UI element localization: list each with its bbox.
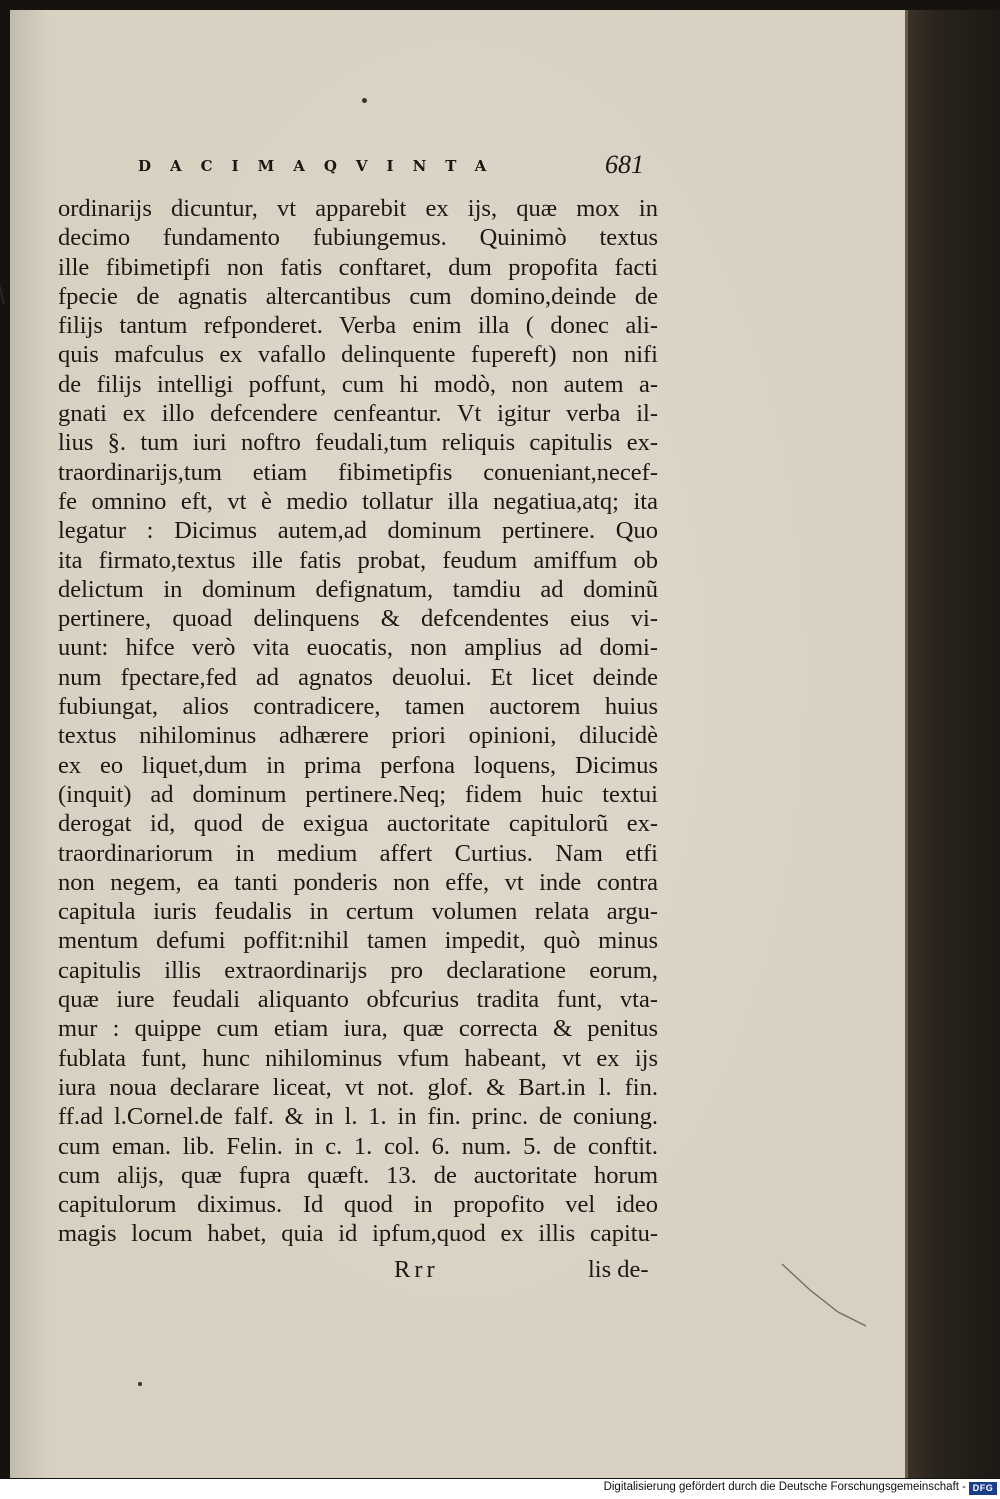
text-line: delictum in dominum defignatum, tamdiu ad dominũ: [58, 575, 658, 603]
text-line: num fpectare,fed ad agnatos deuolui. Et licet deinde: [58, 663, 658, 691]
margin-mark: [0, 280, 5, 304]
text-line: ordinarijs dicuntur, vt apparebit ex ijs, quæ mox in: [58, 195, 658, 222]
text-line: magis locum habet, quia id ipfum,quod ex illis capitu-: [58, 1220, 658, 1248]
paper-crease: [780, 1260, 870, 1330]
text-line: gnati ex illo defcendere cenfeantur. Vt igitur verba il-: [58, 400, 658, 428]
text-line: derogat id, quod de exigua auctoritate capitulorũ ex-: [58, 810, 658, 838]
text-line: capitulis illis extraordinarijs pro declaratione eorum,: [58, 956, 658, 984]
ink-spot: [362, 98, 367, 103]
text-line: non negem, ea tanti ponderis non effe, vt inde contra: [58, 868, 658, 896]
text-line: quis mafculus ex vafallo delinquente fupereft) non nifi: [58, 341, 658, 369]
text-line: ille fibimetipfi non fatis conftaret, dum propofita facti: [58, 253, 658, 281]
running-head: DACIMAQVINTA: [138, 157, 506, 175]
text-line: traordinarijs,tum etiam fibimetipfis conueniant,necef-: [58, 458, 658, 486]
text-line: lius §. tum iuri noftro feudali,tum reliquis capitulis ex-: [58, 429, 658, 457]
text-line: ex eo liquet,dum in prima perfona loquens, Dicimus: [58, 751, 658, 779]
text-line: iura noua declarare liceat, vt not. glof. & Bart.in l. fin.: [58, 1073, 658, 1101]
text-line: ff.ad l.Cornel.de falf. & in l. 1. in fin. princ. de coniung.: [58, 1103, 658, 1131]
page-edge-highlight: [905, 10, 908, 1478]
text-line: (inquit) ad dominum pertinere.Neq; fidem huic textui: [58, 780, 658, 808]
text-line: capitulorum diximus. Id quod in propofito vel ideo: [58, 1191, 658, 1219]
text-line: traordinariorum in medium affert Curtius. Nam etfi: [58, 839, 658, 867]
text-line: fubiungat, alios contradicere, tamen auctorem huius: [58, 693, 658, 721]
text-line: ita firmato,textus ille fatis probat, feudum amiffum ob: [58, 546, 658, 574]
text-line: decimo fundamento fubiungemus. Quinimò textus: [58, 224, 658, 252]
text-line: mur : quippe cum etiam iura, quæ correcta & penitus: [58, 1015, 658, 1043]
ink-spot: [138, 1382, 142, 1386]
text-line: textus nihilominus adhærere priori opinioni, dilucidè: [58, 722, 658, 750]
footer-credit: Digitalisierung gefördert durch die Deutsche Forschungsgemeinschaft -: [603, 1481, 966, 1493]
catchword: lis de-: [588, 1256, 649, 1283]
text-line: pertinere, quoad delinquens & defcendentes eius vi-: [58, 605, 658, 633]
body-text: [58, 194, 658, 1249]
text-line: filijs tantum refponderet. Verba enim illa ( donec ali-: [58, 312, 658, 340]
text-line: legatur : Dicimus autem,ad dominum pertinere. Quo: [58, 517, 658, 545]
footer-bar: [0, 1479, 1000, 1499]
text-line: mentum defumi poffit:nihil tamen impedit, quò minus: [58, 927, 658, 955]
book-page: [10, 10, 905, 1478]
page-edge: [905, 10, 1000, 1478]
text-line: cum eman. lib. Felin. in c. 1. col. 6. num. 5. de conftit.: [58, 1132, 658, 1160]
dfg-logo[interactable]: DFG: [969, 1482, 997, 1495]
signature-mark: Rrr: [394, 1256, 439, 1283]
text-line: cum alijs, quæ fupra quæft. 13. de auctoritate horum: [58, 1161, 658, 1189]
page-number: 681: [605, 150, 644, 179]
text-line: quæ iure feudali aliquanto obfcurius tradita funt, vta-: [58, 986, 658, 1014]
text-line: fublata funt, hunc nihilominus vfum habeant, vt ex ijs: [58, 1044, 658, 1072]
text-line: fe omnino eft, vt è medio tollatur illa negatiua,atq; ita: [58, 487, 658, 515]
text-line: de filijs intelligi poffunt, cum hi modò, non autem a-: [58, 370, 658, 398]
text-line: capitula iuris feudalis in certum volumen relata argu-: [58, 898, 658, 926]
text-line: uunt: hifce verò vita euocatis, non amplius ad domi-: [58, 634, 658, 662]
text-line: fpecie de agnatis altercantibus cum domino,deinde de: [58, 282, 658, 310]
